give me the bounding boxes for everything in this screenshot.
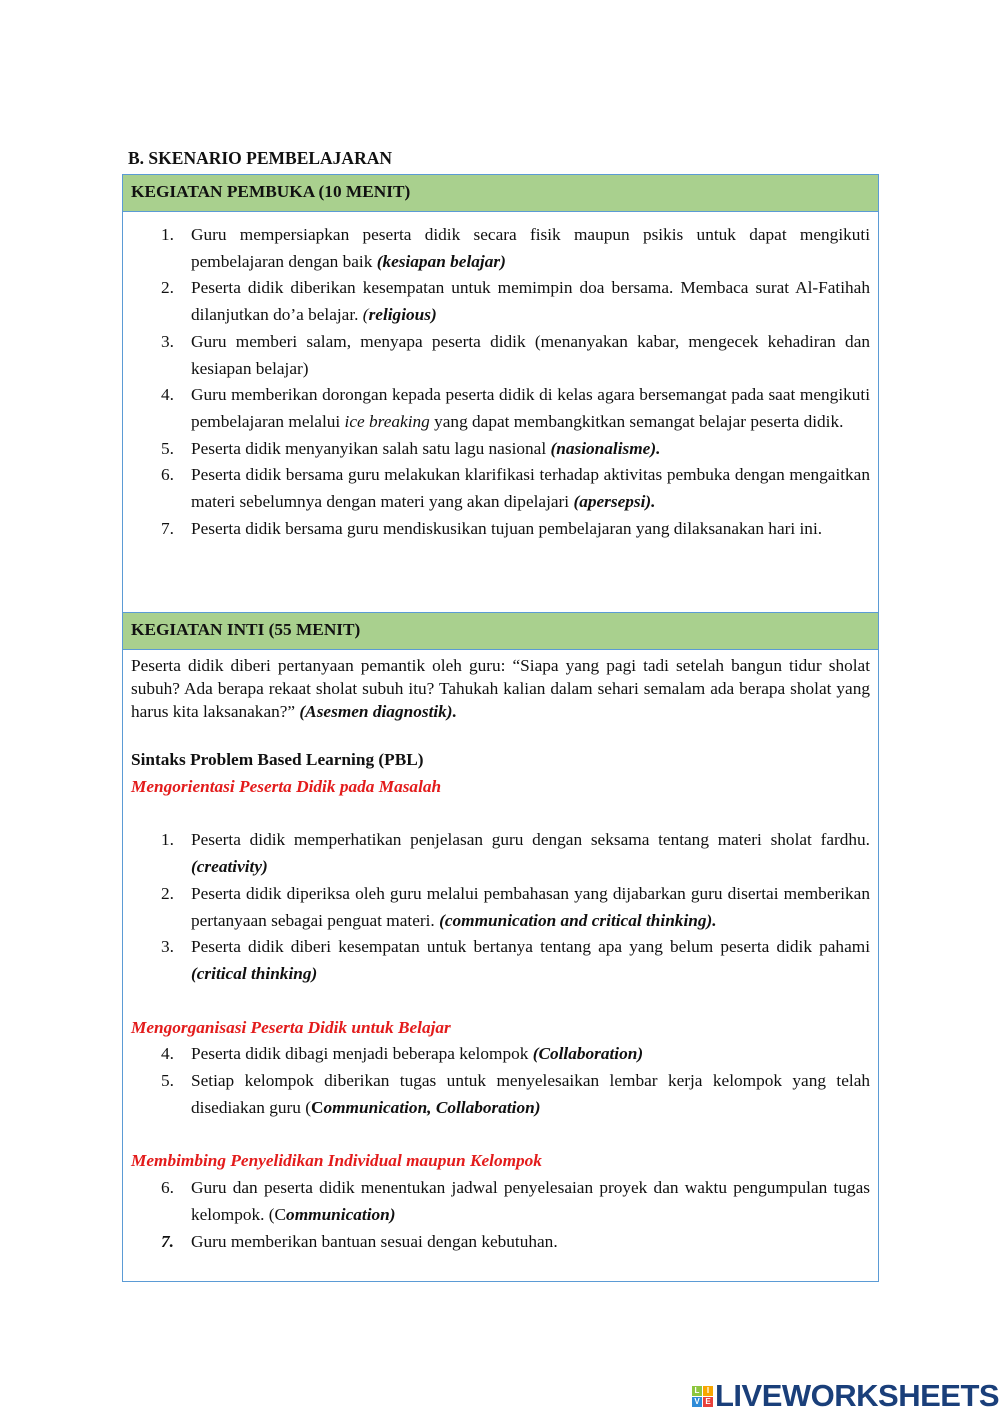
logo-block: E [703, 1397, 713, 1407]
text-segment: religious) [368, 305, 437, 325]
item-number: 6. [161, 465, 174, 485]
pembuka-header: KEGIATAN PEMBUKA (10 MENIT) [123, 175, 878, 212]
text-segment: Setiap kelompok diberikan tugas untuk menyelesaikan lembar kerja kelompok yang telah disediakan guru ( [191, 1071, 870, 1117]
list-item [131, 1068, 870, 1121]
text-segment: Peserta didik bersama guru mendiskusikan tujuan pembelajaran yang dilaksanakan hari ini. [191, 518, 823, 538]
list-item [131, 436, 870, 463]
list-item [131, 1175, 870, 1228]
text-segment: Peserta didik diberikan kesempatan untuk memimpin doa bersama. Membaca surat Al-Fatihah dilanjutkan do’a belajar. [191, 278, 870, 325]
phase3-list [131, 1175, 870, 1255]
text-segment: (apersepsi). [573, 492, 656, 512]
text-segment: yang dapat membangkitkan semangat belajar peserta didik. [429, 411, 844, 431]
text-segment: C [310, 1097, 324, 1117]
item-number: 1. [161, 830, 174, 850]
text-segment: Guru dan peserta didik menentukan jadwal penyelesaian proyek dan waktu pengumpulan tugas kelompok. (C [191, 1178, 870, 1224]
text-segment: Guru memberikan dorongan kepada peserta didik di kelas agara bersemangat pada saat mengikuti pembelajaran melalui [191, 385, 870, 431]
text-segment: Guru mempersiapkan peserta didik secara fisik maupun psikis untuk dapat mengikuti pembelajaran dengan baik [191, 225, 870, 271]
liveworksheets-logo [692, 1378, 999, 1414]
phase1-list [131, 827, 870, 987]
phase-heading: Membimbing Penyelidikan Individual maupun Kelompok [131, 1151, 542, 1171]
item-number: 3. [161, 937, 174, 957]
text-segment: (nasionalisme). [550, 438, 661, 458]
list-item [131, 222, 870, 275]
list-item [131, 1041, 870, 1068]
text-segment: ommunication, Collaboration) [323, 1097, 541, 1117]
item-number: 1. [161, 225, 174, 244]
list-item [131, 934, 870, 987]
pembuka-body [123, 212, 878, 612]
sintaks-title: Sintaks Problem Based Learning (PBL) [131, 750, 424, 769]
text-segment: Guru memberi salam, menyapa peserta didik (menanyakan kabar, mengecek kehadiran dan kesiapan belajar) [191, 331, 870, 378]
item-number: 4. [161, 1044, 174, 1064]
inti-intro [131, 654, 870, 723]
item-number: 5. [161, 1071, 174, 1091]
item-number: 5. [161, 438, 174, 458]
item-number: 3. [161, 331, 174, 351]
text-segment: ice breaking [344, 411, 430, 431]
text-segment: (communication and critical thinking). [439, 910, 717, 930]
text-segment: ommunication) [286, 1204, 396, 1224]
phase-heading: Mengorientasi Peserta Didik pada Masalah [131, 776, 442, 796]
logo-blocks-icon [692, 1386, 713, 1407]
text-segment: Peserta didik memperhatikan penjelasan guru dengan seksama tentang materi sholat fardhu. [191, 830, 870, 850]
text-segment: Peserta didik diperiksa oleh guru melalui pembahasan yang dijabarkan guru disertai memberikan pertanyaan sebagai penguat materi. [191, 883, 870, 930]
section-title: B. SKENARIO PEMBELAJARAN [128, 148, 392, 168]
inti-header: KEGIATAN INTI (55 MENIT) [123, 612, 878, 650]
text-segment: Peserta didik bersama guru melakukan klarifikasi terhadap aktivitas pembuka dengan mengaitkan materi sebelumnya dengan materi yang akan dipelajari [191, 465, 870, 512]
text-segment: Peserta didik diberi pertanyaan pemantik oleh guru: “Siapa yang pagi tadi setelah bangun tidur sholat subuh? Ada berapa rekaat sholat subuh itu? Tahukah kalian dalam sehari semalam ada berapa sholat yang harus kita laksanakan?” [131, 656, 870, 721]
text-segment: ( [362, 305, 369, 325]
text-segment: (Asesmen diagnostik). [299, 702, 457, 721]
item-number: 6. [161, 1178, 174, 1198]
item-number: 2. [161, 883, 174, 903]
item-number: 4. [161, 385, 174, 405]
list-item [131, 462, 870, 515]
text-segment: (critical thinking) [191, 963, 318, 983]
text-segment: Guru memberikan bantuan sesuai dengan kebutuhan. [191, 1231, 558, 1251]
logo-block: I [703, 1386, 713, 1396]
text-segment: Peserta didik diberi kesempatan untuk bertanya tentang apa yang belum peserta didik pahami [191, 937, 870, 957]
list-item [131, 516, 870, 543]
item-number: 7. [161, 1231, 174, 1251]
phase2-list [131, 1041, 870, 1121]
logo-text: LIVEWORKSHEETS [715, 1378, 1000, 1413]
list-item [131, 881, 870, 934]
text-segment: Peserta didik menyanyikan salah satu lagu nasional [191, 438, 551, 458]
list-item [131, 382, 870, 435]
logo-block: V [692, 1397, 702, 1407]
text-segment: Peserta didik dibagi menjadi beberapa kelompok [191, 1044, 533, 1064]
item-number: 7. [161, 518, 174, 538]
phase-heading: Mengorganisasi Peserta Didik untuk Belajar [131, 1017, 451, 1037]
inti-body [123, 650, 878, 1281]
scenario-table [122, 174, 879, 1282]
list-item [131, 329, 870, 382]
list-item [131, 275, 870, 328]
pembuka-list [131, 222, 870, 542]
list-item [131, 827, 870, 880]
text-segment: (kesiapan belajar) [376, 251, 506, 271]
logo-block: L [692, 1386, 702, 1396]
list-item [131, 1229, 870, 1256]
item-number: 2. [161, 278, 174, 298]
text-segment: (Collaboration) [532, 1044, 644, 1064]
text-segment: (creativity) [191, 857, 268, 877]
